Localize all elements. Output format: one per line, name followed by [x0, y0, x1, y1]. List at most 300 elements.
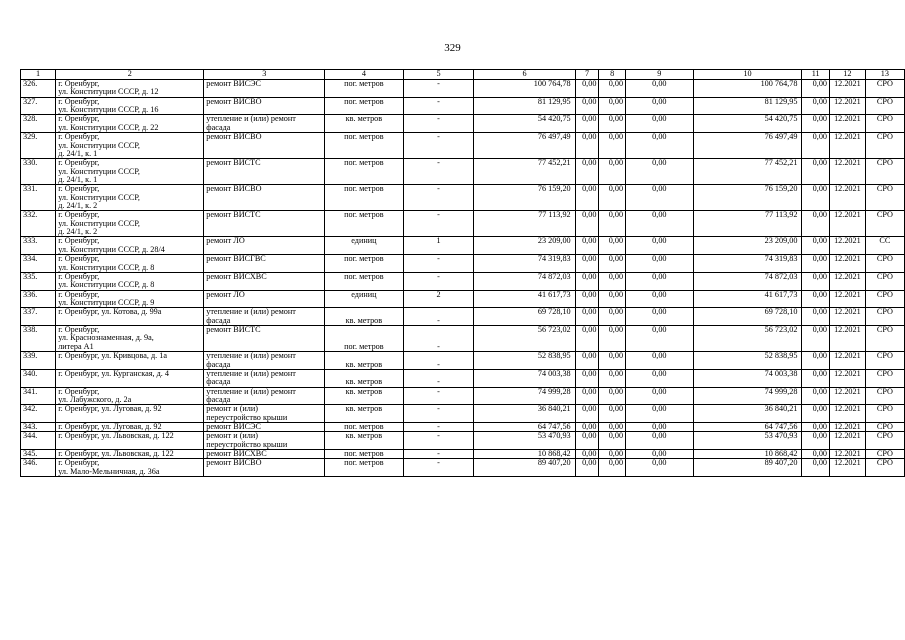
- table-row: [21, 387, 905, 405]
- extra-cell: 0,00: [802, 459, 830, 477]
- unit-cell: пог. метров: [325, 459, 403, 477]
- column-header: 9: [626, 70, 694, 80]
- extra-cell: 0,00: [802, 432, 830, 450]
- quantity-cell: -: [403, 115, 474, 133]
- budget-cell: 0,00: [599, 255, 626, 273]
- address-cell: г. Оренбург, ул. Луговая, д. 92: [56, 423, 204, 432]
- address-cell: г. Оренбург, ул. Котова, д. 99а: [56, 308, 204, 326]
- column-header: 11: [802, 70, 830, 80]
- total-cost-cell: 54 420,75: [474, 115, 575, 133]
- deadline-cell: 12.2021: [830, 352, 866, 370]
- deadline-cell: 12.2021: [830, 97, 866, 115]
- quantity-cell: -: [403, 405, 474, 423]
- row-number: 327.: [21, 97, 56, 115]
- unit-cell: пог. метров: [325, 211, 403, 237]
- table-row: [21, 423, 905, 432]
- address-cell: г. Оренбург, ул. Конституции СССР, д. 24/1, к. 2: [56, 185, 204, 211]
- method-cell: СРО: [865, 450, 904, 459]
- other-cell: 0,00: [626, 133, 694, 159]
- quantity-cell: -: [403, 423, 474, 432]
- address-cell: г. Оренбург, ул. Конституции СССР, д. 22: [56, 115, 204, 133]
- table-row: [21, 97, 905, 115]
- row-number: 334.: [21, 255, 56, 273]
- fund-cell: 0,00: [575, 459, 599, 477]
- work-type-cell: ремонт ВИСВО: [204, 97, 325, 115]
- deadline-cell: 12.2021: [830, 308, 866, 326]
- quantity-cell: -: [403, 432, 474, 450]
- work-type-cell: утепление и (или) ремонт фасада: [204, 352, 325, 370]
- fund-cell: 0,00: [575, 450, 599, 459]
- owner-funds-cell: 10 868,42: [693, 450, 802, 459]
- other-cell: 0,00: [626, 237, 694, 255]
- deadline-cell: 12.2021: [830, 369, 866, 387]
- row-number: 344.: [21, 432, 56, 450]
- other-cell: 0,00: [626, 423, 694, 432]
- owner-funds-cell: 64 747,56: [693, 423, 802, 432]
- method-cell: СРО: [865, 159, 904, 185]
- table-row: [21, 326, 905, 352]
- quantity-cell: -: [403, 450, 474, 459]
- address-cell: г. Оренбург, ул. Конституции СССР, д. 9: [56, 290, 204, 308]
- table-row: [21, 369, 905, 387]
- other-cell: 0,00: [626, 352, 694, 370]
- method-cell: СРО: [865, 97, 904, 115]
- work-type-cell: ремонт ВИСВО: [204, 133, 325, 159]
- budget-cell: 0,00: [599, 115, 626, 133]
- table-row: [21, 352, 905, 370]
- unit-cell: кв. метров: [325, 405, 403, 423]
- extra-cell: 0,00: [802, 80, 830, 98]
- extra-cell: 0,00: [802, 159, 830, 185]
- total-cost-cell: 77 113,92: [474, 211, 575, 237]
- total-cost-cell: 77 452,21: [474, 159, 575, 185]
- quantity-cell: -: [403, 387, 474, 405]
- fund-cell: 0,00: [575, 369, 599, 387]
- address-cell: г. Оренбург, ул. Конституции СССР, д. 16: [56, 97, 204, 115]
- column-header: 12: [830, 70, 866, 80]
- unit-cell: пог. метров: [325, 80, 403, 98]
- owner-funds-cell: 52 838,95: [693, 352, 802, 370]
- quantity-cell: -: [403, 97, 474, 115]
- other-cell: 0,00: [626, 405, 694, 423]
- method-cell: СРО: [865, 272, 904, 290]
- unit-cell: единиц: [325, 290, 403, 308]
- unit-cell: пог. метров: [325, 255, 403, 273]
- total-cost-cell: 53 470,93: [474, 432, 575, 450]
- unit-cell: кв. метров: [325, 369, 403, 387]
- other-cell: 0,00: [626, 308, 694, 326]
- unit-cell: кв. метров: [325, 432, 403, 450]
- owner-funds-cell: 53 470,93: [693, 432, 802, 450]
- method-cell: СРО: [865, 115, 904, 133]
- owner-funds-cell: 81 129,95: [693, 97, 802, 115]
- column-header: 4: [325, 70, 403, 80]
- quantity-cell: -: [403, 133, 474, 159]
- method-cell: СРО: [865, 369, 904, 387]
- total-cost-cell: 100 764,78: [474, 80, 575, 98]
- fund-cell: 0,00: [575, 326, 599, 352]
- work-type-cell: утепление и (или) ремонт фасада: [204, 387, 325, 405]
- budget-cell: 0,00: [599, 211, 626, 237]
- address-cell: г. Оренбург, ул. Мало-Мельничная, д. 36а: [56, 459, 204, 477]
- extra-cell: 0,00: [802, 290, 830, 308]
- extra-cell: 0,00: [802, 450, 830, 459]
- budget-cell: 0,00: [599, 387, 626, 405]
- other-cell: 0,00: [626, 80, 694, 98]
- work-type-cell: утепление и (или) ремонт фасада: [204, 308, 325, 326]
- work-type-cell: ремонт ВИСХВС: [204, 450, 325, 459]
- total-cost-cell: 74 319,83: [474, 255, 575, 273]
- quantity-cell: -: [403, 459, 474, 477]
- quantity-cell: -: [403, 159, 474, 185]
- extra-cell: 0,00: [802, 352, 830, 370]
- deadline-cell: 12.2021: [830, 405, 866, 423]
- owner-funds-cell: 36 840,21: [693, 405, 802, 423]
- table-row: [21, 115, 905, 133]
- work-type-cell: ремонт и (или) переустройство крыши: [204, 432, 325, 450]
- address-cell: г. Оренбург, ул. Конституции СССР, д. 24/1, к. 1: [56, 133, 204, 159]
- fund-cell: 0,00: [575, 272, 599, 290]
- column-header: 1: [21, 70, 56, 80]
- row-number: 330.: [21, 159, 56, 185]
- method-cell: СРО: [865, 308, 904, 326]
- row-number: 345.: [21, 450, 56, 459]
- address-cell: г. Оренбург, ул. Львовская, д. 122: [56, 432, 204, 450]
- fund-cell: 0,00: [575, 159, 599, 185]
- unit-cell: кв. метров: [325, 387, 403, 405]
- budget-cell: 0,00: [599, 133, 626, 159]
- table-row: [21, 405, 905, 423]
- table-row: [21, 432, 905, 450]
- other-cell: 0,00: [626, 211, 694, 237]
- method-cell: СРО: [865, 185, 904, 211]
- deadline-cell: 12.2021: [830, 423, 866, 432]
- total-cost-cell: 74 872,03: [474, 272, 575, 290]
- method-cell: СРО: [865, 352, 904, 370]
- column-header: 13: [865, 70, 904, 80]
- row-number: 342.: [21, 405, 56, 423]
- address-cell: г. Оренбург, ул. Кривцова, д. 1а: [56, 352, 204, 370]
- extra-cell: 0,00: [802, 211, 830, 237]
- work-type-cell: ремонт ВИСТС: [204, 211, 325, 237]
- owner-funds-cell: 74 003,38: [693, 369, 802, 387]
- work-type-cell: утепление и (или) ремонт фасада: [204, 115, 325, 133]
- work-type-cell: ремонт ВИСЭС: [204, 423, 325, 432]
- total-cost-cell: 89 407,20: [474, 459, 575, 477]
- column-header: 2: [56, 70, 204, 80]
- method-cell: СРО: [865, 80, 904, 98]
- row-number: 329.: [21, 133, 56, 159]
- other-cell: 0,00: [626, 369, 694, 387]
- unit-cell: кв. метров: [325, 115, 403, 133]
- budget-cell: 0,00: [599, 290, 626, 308]
- row-number: 337.: [21, 308, 56, 326]
- extra-cell: 0,00: [802, 237, 830, 255]
- table-row: [21, 290, 905, 308]
- other-cell: 0,00: [626, 97, 694, 115]
- fund-cell: 0,00: [575, 423, 599, 432]
- deadline-cell: 12.2021: [830, 459, 866, 477]
- address-cell: г. Оренбург, ул. Конституции СССР, д. 28/4: [56, 237, 204, 255]
- unit-cell: пог. метров: [325, 133, 403, 159]
- total-cost-cell: 74 003,38: [474, 369, 575, 387]
- method-cell: СРО: [865, 211, 904, 237]
- method-cell: СРО: [865, 432, 904, 450]
- extra-cell: 0,00: [802, 272, 830, 290]
- extra-cell: 0,00: [802, 326, 830, 352]
- fund-cell: 0,00: [575, 237, 599, 255]
- extra-cell: 0,00: [802, 133, 830, 159]
- fund-cell: 0,00: [575, 352, 599, 370]
- fund-cell: 0,00: [575, 115, 599, 133]
- budget-cell: 0,00: [599, 308, 626, 326]
- extra-cell: 0,00: [802, 115, 830, 133]
- address-cell: г. Оренбург, ул. Конституции СССР, д. 12: [56, 80, 204, 98]
- work-type-cell: ремонт ВИСХВС: [204, 272, 325, 290]
- method-cell: СРО: [865, 459, 904, 477]
- column-header: 3: [204, 70, 325, 80]
- fund-cell: 0,00: [575, 308, 599, 326]
- row-number: 332.: [21, 211, 56, 237]
- other-cell: 0,00: [626, 459, 694, 477]
- unit-cell: пог. метров: [325, 272, 403, 290]
- page-number: 329: [444, 42, 461, 54]
- register-table: [20, 69, 905, 477]
- quantity-cell: -: [403, 272, 474, 290]
- owner-funds-cell: 76 159,20: [693, 185, 802, 211]
- method-cell: СС: [865, 237, 904, 255]
- table-row: [21, 450, 905, 459]
- deadline-cell: 12.2021: [830, 159, 866, 185]
- owner-funds-cell: 77 113,92: [693, 211, 802, 237]
- quantity-cell: 1: [403, 237, 474, 255]
- address-cell: г. Оренбург, ул. Краснознаменная, д. 9а, литера А1: [56, 326, 204, 352]
- owner-funds-cell: 54 420,75: [693, 115, 802, 133]
- total-cost-cell: 76 497,49: [474, 133, 575, 159]
- owner-funds-cell: 74 872,03: [693, 272, 802, 290]
- other-cell: 0,00: [626, 450, 694, 459]
- total-cost-cell: 23 209,00: [474, 237, 575, 255]
- deadline-cell: 12.2021: [830, 255, 866, 273]
- deadline-cell: 12.2021: [830, 432, 866, 450]
- other-cell: 0,00: [626, 387, 694, 405]
- address-cell: г. Оренбург, ул. Львовская, д. 122: [56, 450, 204, 459]
- budget-cell: 0,00: [599, 405, 626, 423]
- unit-cell: пог. метров: [325, 159, 403, 185]
- row-number: 340.: [21, 369, 56, 387]
- budget-cell: 0,00: [599, 450, 626, 459]
- owner-funds-cell: 23 209,00: [693, 237, 802, 255]
- other-cell: 0,00: [626, 432, 694, 450]
- unit-cell: кв. метров: [325, 308, 403, 326]
- budget-cell: 0,00: [599, 352, 626, 370]
- table-row: [21, 459, 905, 477]
- unit-cell: кв. метров: [325, 352, 403, 370]
- work-type-cell: ремонт ВИСВО: [204, 185, 325, 211]
- budget-cell: 0,00: [599, 97, 626, 115]
- column-header: 10: [693, 70, 802, 80]
- deadline-cell: 12.2021: [830, 237, 866, 255]
- fund-cell: 0,00: [575, 405, 599, 423]
- fund-cell: 0,00: [575, 432, 599, 450]
- fund-cell: 0,00: [575, 387, 599, 405]
- table-row: [21, 133, 905, 159]
- column-header: 5: [403, 70, 474, 80]
- unit-cell: пог. метров: [325, 423, 403, 432]
- method-cell: СРО: [865, 255, 904, 273]
- extra-cell: 0,00: [802, 255, 830, 273]
- owner-funds-cell: 76 497,49: [693, 133, 802, 159]
- row-number: 339.: [21, 352, 56, 370]
- row-number: 346.: [21, 459, 56, 477]
- row-number: 328.: [21, 115, 56, 133]
- total-cost-cell: 52 838,95: [474, 352, 575, 370]
- address-cell: г. Оренбург, ул. Луговая, д. 92: [56, 405, 204, 423]
- quantity-cell: -: [403, 308, 474, 326]
- work-type-cell: ремонт ВИСТС: [204, 326, 325, 352]
- unit-cell: пог. метров: [325, 97, 403, 115]
- fund-cell: 0,00: [575, 185, 599, 211]
- deadline-cell: 12.2021: [830, 326, 866, 352]
- table-row: [21, 211, 905, 237]
- fund-cell: 0,00: [575, 97, 599, 115]
- budget-cell: 0,00: [599, 423, 626, 432]
- row-number: 341.: [21, 387, 56, 405]
- total-cost-cell: 56 723,02: [474, 326, 575, 352]
- address-cell: г. Оренбург, ул. Конституции СССР, д. 24/1, к. 1: [56, 159, 204, 185]
- table-row: [21, 237, 905, 255]
- deadline-cell: 12.2021: [830, 185, 866, 211]
- column-header: 7: [575, 70, 599, 80]
- other-cell: 0,00: [626, 272, 694, 290]
- row-number: 331.: [21, 185, 56, 211]
- deadline-cell: 12.2021: [830, 80, 866, 98]
- budget-cell: 0,00: [599, 272, 626, 290]
- table-row: [21, 80, 905, 98]
- row-number: 333.: [21, 237, 56, 255]
- work-type-cell: ремонт и (или) переустройство крыши: [204, 405, 325, 423]
- extra-cell: 0,00: [802, 405, 830, 423]
- extra-cell: 0,00: [802, 308, 830, 326]
- extra-cell: 0,00: [802, 423, 830, 432]
- budget-cell: 0,00: [599, 185, 626, 211]
- owner-funds-cell: 41 617,73: [693, 290, 802, 308]
- extra-cell: 0,00: [802, 185, 830, 211]
- fund-cell: 0,00: [575, 211, 599, 237]
- deadline-cell: 12.2021: [830, 211, 866, 237]
- address-cell: г. Оренбург, ул. Курганская, д. 4: [56, 369, 204, 387]
- owner-funds-cell: 69 728,10: [693, 308, 802, 326]
- owner-funds-cell: 77 452,21: [693, 159, 802, 185]
- quantity-cell: -: [403, 369, 474, 387]
- owner-funds-cell: 89 407,20: [693, 459, 802, 477]
- method-cell: СРО: [865, 387, 904, 405]
- address-cell: г. Оренбург, ул. Лабужского, д. 2а: [56, 387, 204, 405]
- owner-funds-cell: 100 764,78: [693, 80, 802, 98]
- table-row: [21, 185, 905, 211]
- table-row: [21, 255, 905, 273]
- work-type-cell: ремонт ВИСГВС: [204, 255, 325, 273]
- method-cell: СРО: [865, 133, 904, 159]
- work-type-cell: ремонт ВИСЭС: [204, 80, 325, 98]
- total-cost-cell: 41 617,73: [474, 290, 575, 308]
- total-cost-cell: 36 840,21: [474, 405, 575, 423]
- budget-cell: 0,00: [599, 326, 626, 352]
- budget-cell: 0,00: [599, 237, 626, 255]
- method-cell: СРО: [865, 326, 904, 352]
- deadline-cell: 12.2021: [830, 115, 866, 133]
- address-cell: г. Оренбург, ул. Конституции СССР, д. 24/1, к. 2: [56, 211, 204, 237]
- total-cost-cell: 69 728,10: [474, 308, 575, 326]
- column-header: 8: [599, 70, 626, 80]
- unit-cell: пог. метров: [325, 450, 403, 459]
- quantity-cell: -: [403, 352, 474, 370]
- quantity-cell: -: [403, 185, 474, 211]
- quantity-cell: -: [403, 80, 474, 98]
- owner-funds-cell: 74 999,28: [693, 387, 802, 405]
- total-cost-cell: 76 159,20: [474, 185, 575, 211]
- other-cell: 0,00: [626, 290, 694, 308]
- method-cell: СРО: [865, 290, 904, 308]
- unit-cell: пог. метров: [325, 326, 403, 352]
- total-cost-cell: 64 747,56: [474, 423, 575, 432]
- budget-cell: 0,00: [599, 159, 626, 185]
- method-cell: СРО: [865, 405, 904, 423]
- total-cost-cell: 81 129,95: [474, 97, 575, 115]
- table-row: [21, 159, 905, 185]
- row-number: 326.: [21, 80, 56, 98]
- table-row: [21, 308, 905, 326]
- unit-cell: пог. метров: [325, 185, 403, 211]
- extra-cell: 0,00: [802, 387, 830, 405]
- work-type-cell: ремонт ВИСВО: [204, 459, 325, 477]
- other-cell: 0,00: [626, 185, 694, 211]
- deadline-cell: 12.2021: [830, 272, 866, 290]
- work-type-cell: ремонт ЛО: [204, 237, 325, 255]
- owner-funds-cell: 74 319,83: [693, 255, 802, 273]
- extra-cell: 0,00: [802, 97, 830, 115]
- work-type-cell: утепление и (или) ремонт фасада: [204, 369, 325, 387]
- column-header: 6: [474, 70, 575, 80]
- row-number: 335.: [21, 272, 56, 290]
- budget-cell: 0,00: [599, 432, 626, 450]
- quantity-cell: -: [403, 326, 474, 352]
- other-cell: 0,00: [626, 159, 694, 185]
- unit-cell: единиц: [325, 237, 403, 255]
- fund-cell: 0,00: [575, 133, 599, 159]
- quantity-cell: 2: [403, 290, 474, 308]
- row-number: 343.: [21, 423, 56, 432]
- deadline-cell: 12.2021: [830, 387, 866, 405]
- quantity-cell: -: [403, 211, 474, 237]
- fund-cell: 0,00: [575, 80, 599, 98]
- fund-cell: 0,00: [575, 290, 599, 308]
- budget-cell: 0,00: [599, 459, 626, 477]
- deadline-cell: 12.2021: [830, 290, 866, 308]
- other-cell: 0,00: [626, 115, 694, 133]
- total-cost-cell: 74 999,28: [474, 387, 575, 405]
- deadline-cell: 12.2021: [830, 133, 866, 159]
- quantity-cell: -: [403, 255, 474, 273]
- column-number-header: [21, 70, 905, 80]
- address-cell: г. Оренбург, ул. Конституции СССР, д. 8: [56, 272, 204, 290]
- fund-cell: 0,00: [575, 255, 599, 273]
- address-cell: г. Оренбург, ул. Конституции СССР, д. 8: [56, 255, 204, 273]
- budget-cell: 0,00: [599, 369, 626, 387]
- deadline-cell: 12.2021: [830, 450, 866, 459]
- work-type-cell: ремонт ВИСТС: [204, 159, 325, 185]
- row-number: 338.: [21, 326, 56, 352]
